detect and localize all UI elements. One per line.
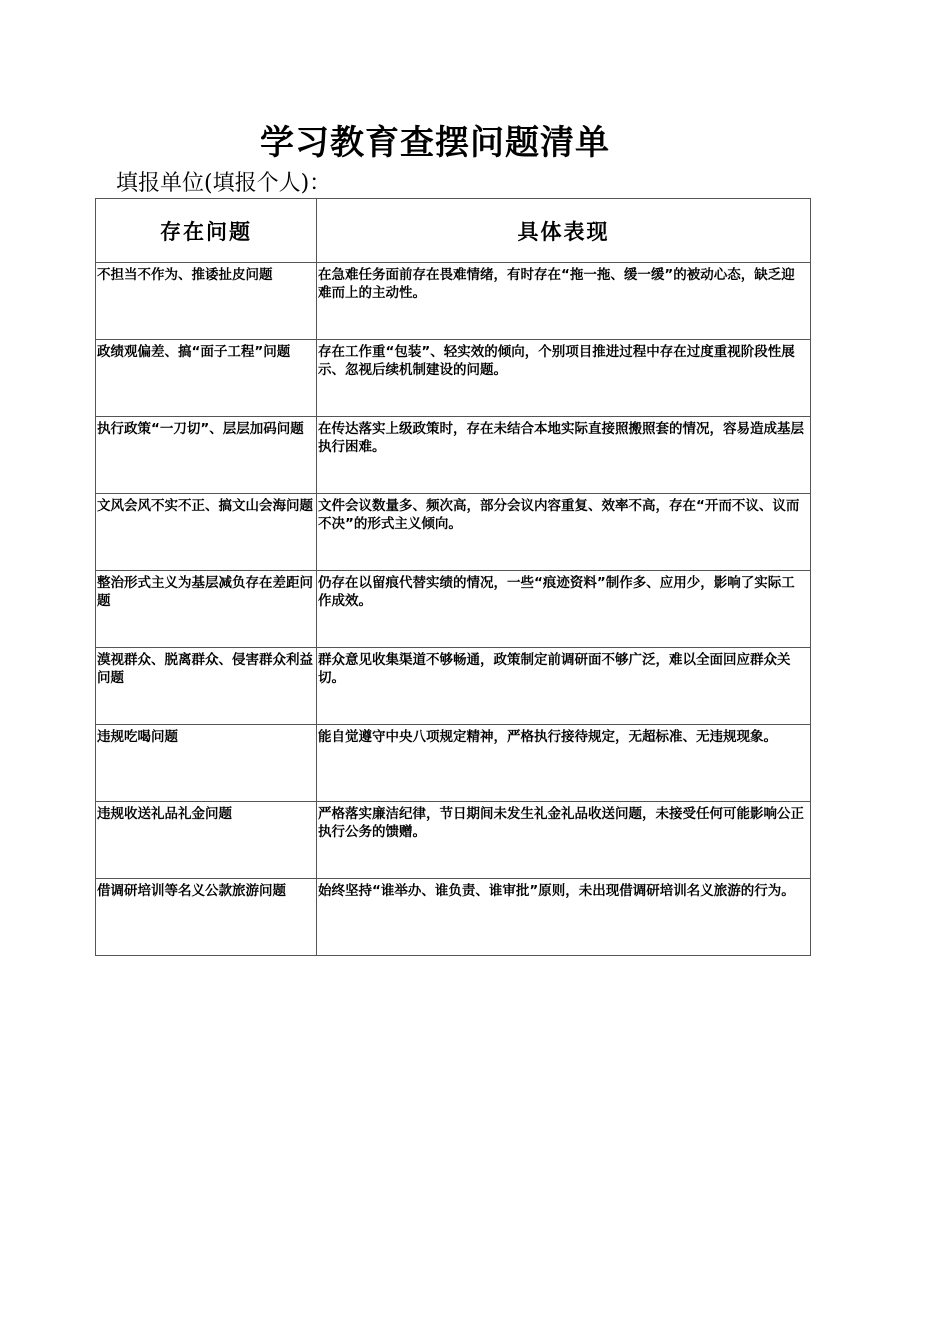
problem-cell: 借调研培训等名义公款旅游问题 xyxy=(96,879,317,956)
problem-cell: 整治形式主义为基层减负存在差距问题 xyxy=(96,571,317,648)
table-row xyxy=(96,879,811,956)
header-detail: 具体表现 xyxy=(317,199,811,263)
detail-cell: 严格落实廉洁纪律，节日期间未发生礼金礼品收送问题，未接受任何可能影响公正执行公务的馈赠。 xyxy=(317,802,811,879)
problem-cell: 违规吃喝问题 xyxy=(96,725,317,802)
problem-cell: 执行政策“一刀切”、层层加码问题 xyxy=(96,417,317,494)
issues-table xyxy=(95,198,811,956)
table-row xyxy=(96,263,811,340)
detail-cell: 群众意见收集渠道不够畅通，政策制定前调研面不够广泛，难以全面回应群众关切。 xyxy=(317,648,811,725)
problem-cell: 违规收送礼品礼金问题 xyxy=(96,802,317,879)
table-row xyxy=(96,417,811,494)
table-row xyxy=(96,494,811,571)
document-title: 学习教育查摆问题清单 xyxy=(260,123,610,163)
table-row xyxy=(96,340,811,417)
table-row xyxy=(96,725,811,802)
detail-cell: 仍存在以留痕代替实绩的情况，一些“痕迹资料”制作多、应用少，影响了实际工作成效。 xyxy=(317,571,811,648)
detail-cell: 能自觉遵守中央八项规定精神，严格执行接待规定，无超标准、无违规现象。 xyxy=(317,725,811,802)
header-problem: 存在问题 xyxy=(96,199,317,263)
table-header-row xyxy=(96,199,811,263)
problem-cell: 政绩观偏差、搞“面子工程”问题 xyxy=(96,340,317,417)
detail-cell: 在急难任务面前存在畏难情绪，有时存在“拖一拖、缓一缓”的被动心态，缺乏迎难而上的主动性。 xyxy=(317,263,811,340)
reporting-unit-label: 填报单位(填报个人)： xyxy=(116,171,332,196)
problem-cell: 不担当不作为、推诿扯皮问题 xyxy=(96,263,317,340)
table-row xyxy=(96,571,811,648)
detail-cell: 在传达落实上级政策时，存在未结合本地实际直接照搬照套的情况，容易造成基层执行困难。 xyxy=(317,417,811,494)
table-row xyxy=(96,802,811,879)
table-row xyxy=(96,648,811,725)
problem-cell: 漠视群众、脱离群众、侵害群众利益问题 xyxy=(96,648,317,725)
detail-cell: 存在工作重“包装”、轻实效的倾向，个别项目推进过程中存在过度重视阶段性展示、忽视后续机制建设的问题。 xyxy=(317,340,811,417)
detail-cell: 始终坚持“谁举办、谁负责、谁审批”原则，未出现借调研培训名义旅游的行为。 xyxy=(317,879,811,956)
problem-cell: 文风会风不实不正、搞文山会海问题 xyxy=(96,494,317,571)
detail-cell: 文件会议数量多、频次高，部分会议内容重复、效率不高，存在“开而不议、议而不决”的形式主义倾向。 xyxy=(317,494,811,571)
